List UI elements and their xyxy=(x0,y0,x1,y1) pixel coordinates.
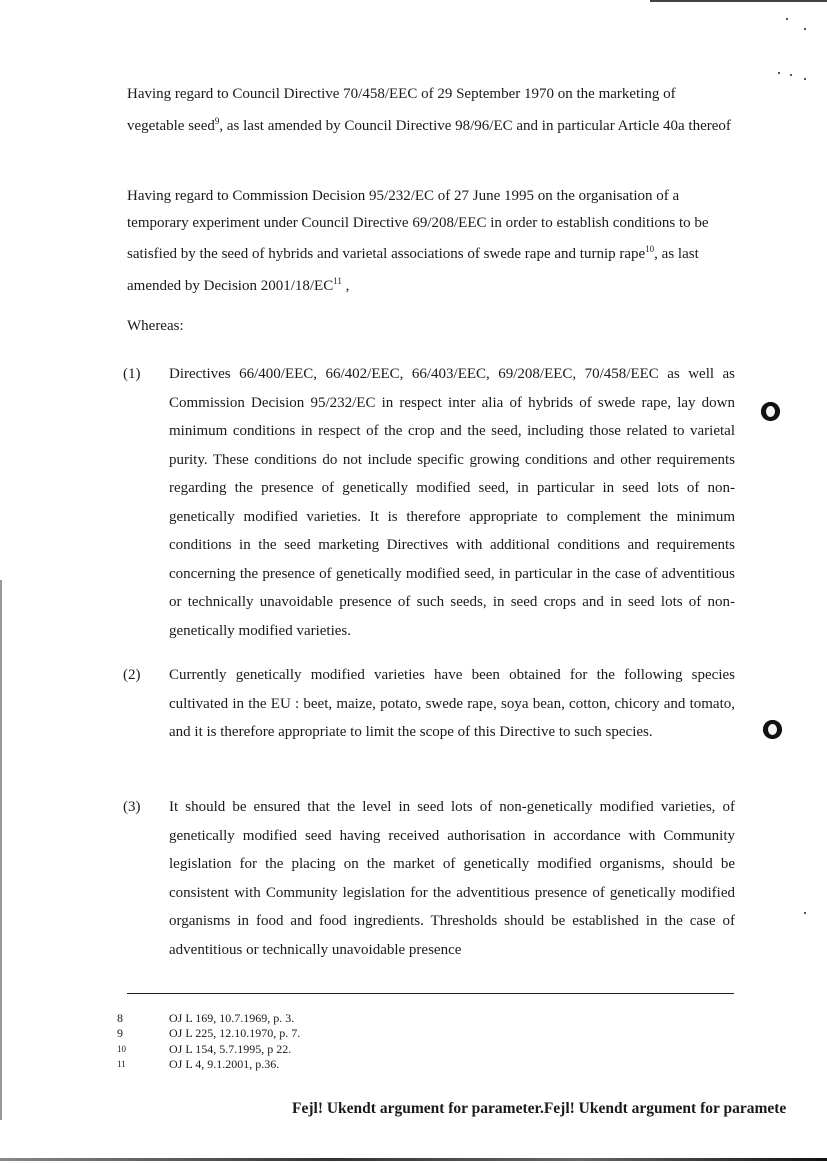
recital-number: (1) xyxy=(123,366,141,382)
footnote-text: OJ L 225, 12.10.1970, p. 7. xyxy=(169,1026,301,1041)
whereas-heading: Whereas: xyxy=(127,318,184,334)
paragraph-2-text: Having regard to Commission Decision 95/232/EC of 27 June 1995 on the organisation of a temporary experiment under Council Directive 69/208/EEC in order to establish conditions to be satisfied by the seed of hybrids and varietal associations of swede rape and turnip rape xyxy=(127,188,709,262)
footnote-text: OJ L 169, 10.7.1969, p. 3. xyxy=(169,1011,295,1025)
footnote-number: 8 xyxy=(117,1011,123,1025)
paragraph-2-end: , xyxy=(341,277,350,294)
footnote-ref: 11 xyxy=(333,275,342,286)
recital-number: (2) xyxy=(123,667,141,683)
footnote-ref: 9 xyxy=(214,115,220,126)
footnote-text: OJ L 154, 5.7.1995, p 22. xyxy=(169,1041,292,1056)
footnote-text: OJ L 4, 9.1.2001, p.36. xyxy=(169,1056,280,1071)
recital-text: It should be ensured that the level in seed lots of non-genetically modified varieties, of genetically modified seed having received authorisation in accordance with Community legislation for the placing on the market of genetically modified organisms, should be consistent with Community legislation for the adventitious presence of genetically modified organisms in food and food ingredients. Thresholds should be established in the case of adventitious or technically unavoidable presence xyxy=(169,799,735,958)
recital-number: (3) xyxy=(123,799,141,815)
recital-text: Currently genetically modified varieties have been obtained for the following species cultivated in the EU : beet, maize, potato, swede rape, soya bean, cotton, chicory and tomato, and it is therefore appropriate to limit the scope of this Directive to such species. xyxy=(169,667,735,740)
footnote-ref: 10 xyxy=(645,244,655,254)
paragraph-1-continued: , as last amended by Council Directive 98/96/EC and in particular Article 40a thereof xyxy=(219,117,731,134)
binder-hole-mark xyxy=(763,720,782,739)
paragraph-1-text: Having regard to Council Directive 70/458/EEC of 29 September 1970 on the marketing of vegetable seed xyxy=(127,86,676,134)
scan-speck xyxy=(804,912,806,914)
paragraph-council-directive xyxy=(127,81,735,139)
footnote-number: 9 xyxy=(117,1026,123,1041)
footnote-number: 11 xyxy=(117,1058,126,1069)
recital-text: Directives 66/400/EEC, 66/402/EEC, 66/403/EEC, 69/208/EEC, 70/458/EEC as well as Commission Decision 95/232/EC in respect inter alia of hybrids of swede rape, lay down minimum conditions in respect of the crop and the seed, including those related to varietal purity. These conditions do not include specific growing conditions and other requirements regarding the presence of genetically modified seed, in particular in seed lots of non-genetically modified varieties. It is therefore appropriate to complement the minimum conditions in the seed marketing Directives with additional conditions and requirements concerning the presence of genetically modified seed, in particular in the case of adventitious or technically unavoidable presence of such seeds, in seed crops and in seed lots of non-genetically modified varieties. xyxy=(169,366,735,639)
scan-speck xyxy=(786,18,788,20)
paragraph-2-middle: , as last amended by Decision 2001/18/EC xyxy=(127,246,699,294)
scan-speck xyxy=(804,28,806,30)
scan-artifact-top xyxy=(650,0,827,2)
scan-artifact-bottom xyxy=(0,1158,827,1161)
scan-artifact-left xyxy=(0,580,2,1120)
scan-speck xyxy=(804,78,806,80)
binder-hole-mark xyxy=(761,402,780,421)
footnote-separator xyxy=(127,993,734,994)
scan-speck xyxy=(790,74,792,76)
paragraph-commission-decision xyxy=(127,183,735,299)
footnote-number: 10 xyxy=(117,1043,126,1054)
scan-speck xyxy=(778,72,780,74)
page-footer: Fejl! Ukendt argument for parameter.Fejl! Ukendt argument for paramete xyxy=(292,1100,787,1117)
